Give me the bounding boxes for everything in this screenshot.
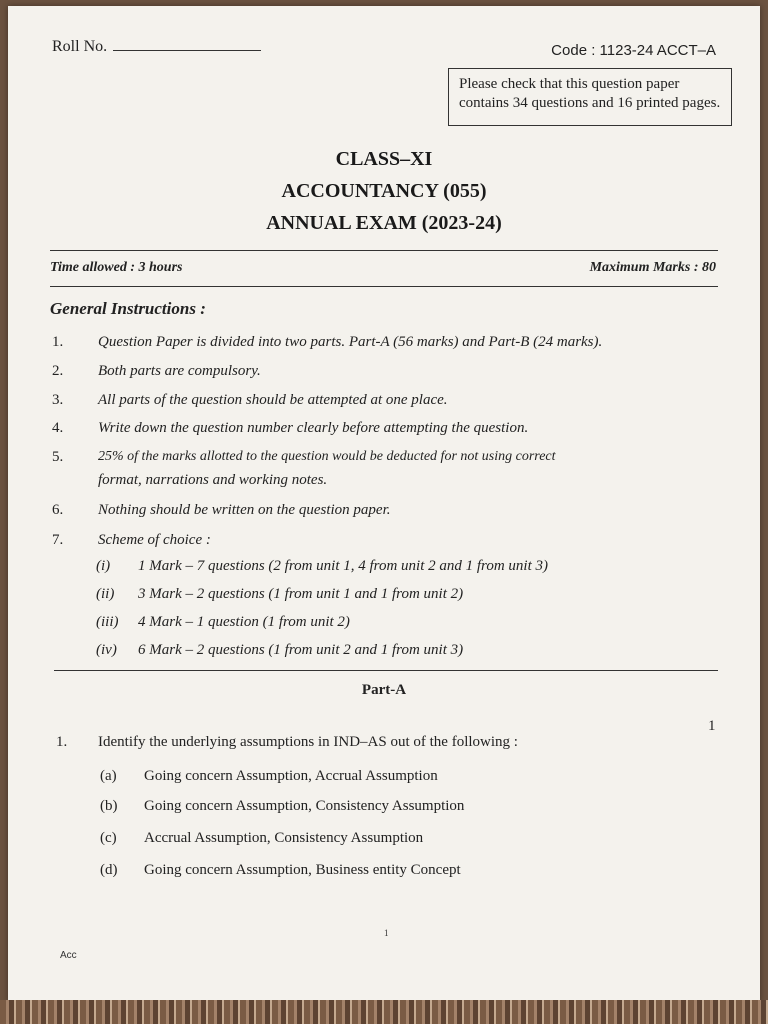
option-label: (b) — [100, 798, 118, 814]
meta-rule — [50, 286, 718, 287]
instruction-text: Both parts are compulsory. — [98, 363, 261, 379]
instruction-text: All parts of the question should be attempted at one place. — [98, 392, 448, 408]
scheme-label: (iii) — [96, 614, 119, 630]
scheme-label: (iv) — [96, 642, 117, 658]
instruction-item — [52, 449, 722, 469]
instruction-text: Scheme of choice : — [98, 532, 211, 548]
instruction-number: 6. — [52, 502, 64, 518]
option-item — [100, 862, 660, 882]
option-item — [100, 798, 660, 818]
exam-paper — [8, 6, 760, 1002]
option-label: (c) — [100, 830, 117, 846]
maximum-marks: Maximum Marks : 80 — [589, 260, 716, 275]
option-text: Going concern Assumption, Consistency Assumption — [144, 798, 465, 814]
question-marks: 1 — [708, 718, 716, 734]
option-text: Going concern Assumption, Business entity Concept — [144, 862, 461, 878]
instruction-item — [52, 334, 722, 354]
instruction-item — [52, 532, 722, 552]
question-number: 1. — [56, 734, 68, 750]
page-number: 1 — [384, 928, 389, 938]
instruction-text-continued: format, narrations and working notes. — [98, 472, 328, 488]
scheme-label: (ii) — [96, 586, 115, 602]
instruction-number: 3. — [52, 392, 64, 408]
option-label: (d) — [100, 862, 118, 878]
option-item — [100, 830, 660, 850]
instruction-number: 7. — [52, 532, 64, 548]
page-count-notice: Please check that this question paper contains 34 questions and 16 printed pages. — [448, 68, 732, 126]
question-text: Identify the underlying assumptions in IND–AS out of the following : — [98, 734, 518, 750]
instruction-item — [52, 502, 722, 522]
roll-blank-line — [113, 36, 261, 51]
option-text: Going concern Assumption, Accrual Assumption — [144, 768, 438, 784]
general-instructions-heading: General Instructions : — [50, 299, 206, 318]
instruction-text: 25% of the marks allotted to the question would be deducted for not using correct — [98, 449, 556, 464]
scheme-text: 4 Mark – 1 question (1 from unit 2) — [138, 614, 350, 630]
subject-title: ACCOUNTANCY (055) — [281, 180, 487, 202]
option-item — [100, 768, 660, 788]
class-title: CLASS–XI — [335, 148, 433, 170]
question-1 — [56, 734, 722, 754]
scheme-text: 1 Mark – 7 questions (2 from unit 1, 4 from unit 2 and 1 from unit 3) — [138, 558, 548, 574]
scheme-item — [96, 614, 716, 634]
exam-title: ANNUAL EXAM (2023-24) — [266, 212, 502, 234]
paper-code: Code : 1123-24 ACCT–A — [551, 42, 716, 59]
part-a-heading: Part-A — [361, 682, 407, 698]
footer-code: Acc — [60, 950, 77, 961]
instruction-number: 1. — [52, 334, 64, 350]
scheme-text: 3 Mark – 2 questions (1 from unit 1 and 1 from unit 2) — [138, 586, 464, 602]
scheme-item — [96, 642, 716, 662]
instruction-text: Question Paper is divided into two parts. Part-A (56 marks) and Part-B (24 marks). — [98, 334, 603, 350]
instruction-item — [52, 392, 722, 412]
roll-label: Roll No. — [52, 38, 108, 55]
scheme-item — [96, 586, 716, 606]
scheme-item — [96, 558, 716, 578]
time-allowed: Time allowed : 3 hours — [50, 260, 183, 275]
instruction-text: Write down the question number clearly before attempting the question. — [98, 420, 529, 436]
instruction-text: Nothing should be written on the question paper. — [98, 502, 391, 518]
instruction-number: 2. — [52, 363, 64, 379]
roll-number-field — [52, 36, 261, 56]
scheme-label: (i) — [96, 558, 111, 574]
scheme-text: 6 Mark – 2 questions (1 from unit 2 and 1 from unit 3) — [138, 642, 464, 658]
top-rule — [50, 250, 718, 251]
background-fabric — [0, 1000, 768, 1024]
option-label: (a) — [100, 768, 117, 784]
option-text: Accrual Assumption, Consistency Assumption — [144, 830, 424, 846]
instructions-end-rule — [54, 670, 718, 671]
instruction-item — [52, 363, 722, 383]
instruction-item — [52, 420, 722, 440]
instruction-number: 5. — [52, 449, 64, 465]
instruction-number: 4. — [52, 420, 64, 436]
